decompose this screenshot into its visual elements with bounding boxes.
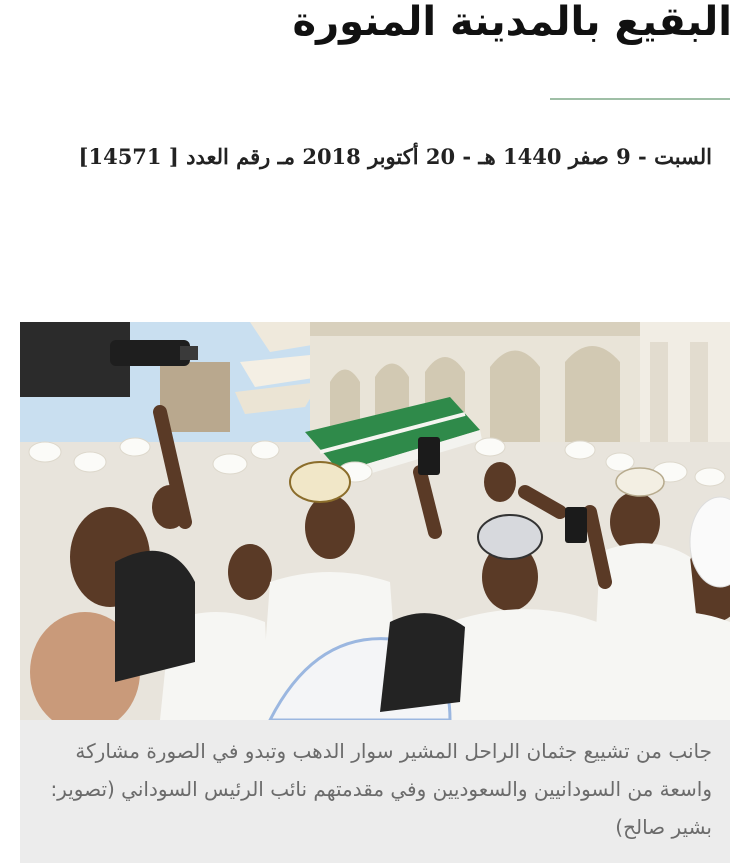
- article-headline: البقيع بالمدينة المنورة: [292, 0, 732, 45]
- article-dateline: السبت - 9 صفر 1440 هـ - 20 أكتوبر 2018 مـ رقم العدد [ 14571]: [78, 144, 712, 169]
- funeral-crowd-photo: [20, 322, 730, 720]
- photo-caption: جانب من تشييع جثمان الراحل المشير سوار الدهب وتبدو في الصورة مشاركة واسعة من السودانيين والسعوديين وفي مقدمتهم نائب الرئيس السوداني (تصوير: بشير صالح): [20, 720, 730, 863]
- headline-divider: [550, 98, 730, 100]
- article-photo: [20, 322, 730, 720]
